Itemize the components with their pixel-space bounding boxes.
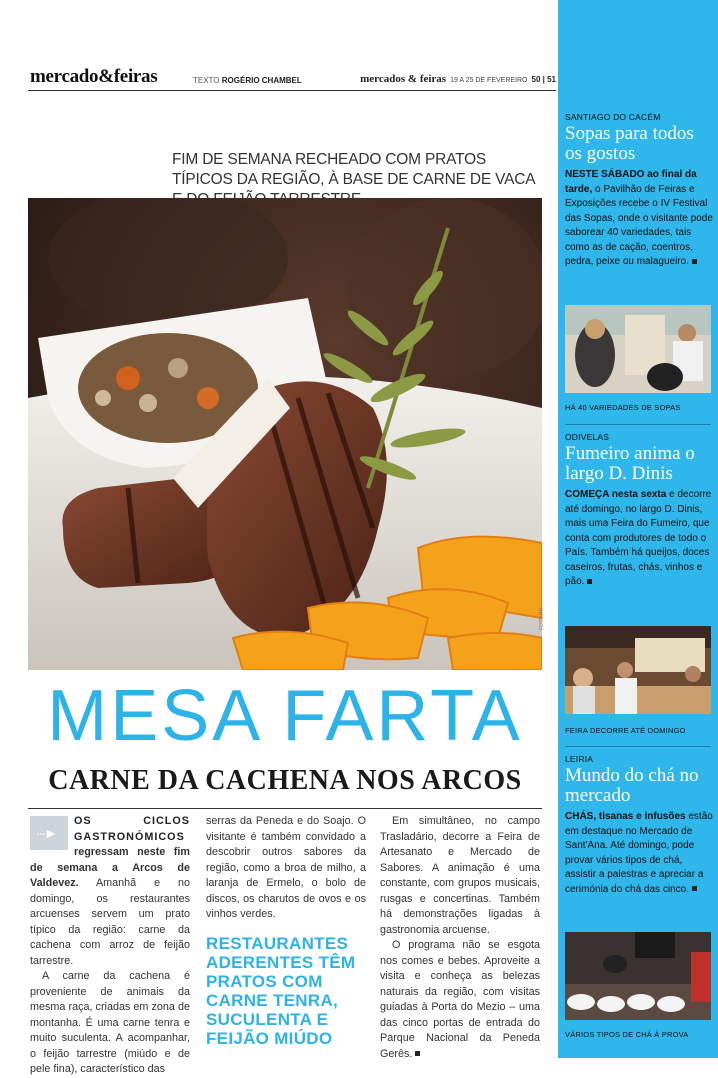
body-column-2: [206, 814, 366, 923]
folio-brand: mercados & feiras: [360, 73, 447, 85]
story-text: COMEÇA nesta sexta e decorre até domingo, no largo D. Dinis, mais uma Feira do Fumeiro, que conta com produtores de todo o País. Também há queijos, doces caseiros, frutas, chás, vinhos e pão.: [565, 489, 712, 587]
story-text: NESTE SÁBADO ao final da tarde, o Pavilhão de Feiras e Exposições recebe o IV Festival das Sopas, onde o visitante pode saborear 40 variedades, tais como as de cação, coentros, pedra, peixe ou malagueiro.: [565, 169, 713, 267]
sidebar: [558, 0, 718, 1058]
divider: [28, 808, 542, 809]
folio-pages: 50 | 51: [531, 75, 556, 84]
magazine-brand: mercado&feiras: [30, 66, 158, 87]
sidebar-story-3: [565, 754, 713, 897]
divider: [565, 424, 711, 425]
fair-photo: [565, 626, 711, 714]
paragraph: serras da Peneda e do Soajo. O visitante é também convidado a descobrir outros sabores da região, como a broa de milho, a laranja de Ermelo, o bolo de discos, os charutos de ovos e os vinhos verdes.: [206, 815, 366, 920]
paragraph: O programa não se esgota nos comes e bebes. Aproveite a visita e conheça as belezas naturais da região, com visitas guiadas à Porta do Mezio – uma das cinco portas de entrada do Parque Nacional da Peneda Gerês.: [380, 939, 540, 1060]
end-mark: [415, 1051, 420, 1056]
lead-rest: Amanhã e no domingo, os restaurantes arcuenses servem um prato típico da região: carne da cachena com arroz de feijão tarrestre.: [30, 877, 191, 967]
photo-caption: FEIRA DECORRE ATÉ DOMINGO: [565, 726, 686, 735]
article-subtitle: CARNE DA CACHENA NOS ARCOS: [48, 765, 522, 796]
lead-caps: OS CICLOS GASTRONÓMICOS: [74, 815, 190, 843]
pull-quote: RESTAURANTES ADERENTES TÊM PRATOS COM CARNE TENRA, SUCULENTA E FEIJÃO MIÚDO: [206, 934, 356, 1048]
paragraph: A carne da cachena é proveniente de animais da mesma raça, criadas em zona de montanha. É uma carne tenra e muito suculenta. A acompanhar, o feijão tarrestre (miúdo e de pele fina), característico das: [30, 970, 190, 1075]
story-title: Mundo do chá no mercado: [565, 765, 699, 806]
page-header: [28, 58, 556, 91]
sidebar-story-1: [565, 112, 713, 270]
photo-credit: FOTO DR: [539, 607, 545, 630]
body-column-3: [380, 814, 540, 1062]
byline: TEXTO ROGÉRIO CHAMBEL: [193, 76, 302, 85]
story-title: Fumeiro anima o largo D. Dinis: [565, 443, 695, 484]
article-title: MESA FARTA: [47, 676, 523, 756]
food-photo: [28, 198, 542, 670]
folio: [360, 73, 556, 85]
photo-caption: HÁ 40 VARIEDADES DE SOPAS: [565, 403, 681, 412]
story-kicker: LEIRIA: [565, 754, 594, 764]
tea-photo: [565, 932, 711, 1020]
story-text: CHÁS, tisanas e infusões estão em destaque no Mercado de Sant'Ana. Até domingo, pode provar vários tipos de chá, assistir a palestras e apreciar a cerimónia do chá das cinco.: [565, 811, 713, 895]
folio-date: 19 A 25 DE FEVEREIRO: [450, 77, 528, 84]
story-kicker: SANTIAGO DO CACÉM: [565, 112, 661, 122]
soup-photo: [565, 305, 711, 393]
story-title: Sopas para todos os gostos: [565, 123, 694, 164]
divider: [565, 746, 711, 747]
sidebar-story-2: [565, 432, 713, 590]
photo-caption: VÁRIOS TIPOS DE CHÁ À PROVA: [565, 1030, 689, 1039]
story-kicker: ODIVELAS: [565, 432, 610, 442]
article-subhead: FIM DE SEMANA RECHEADO COM PRATOS TÍPICOS DA REGIÃO, À BASE DE CARNE DE VACA: [172, 151, 535, 188]
paragraph: Em simultâneo, no campo Trasladário, decorre a Feira de Artesanato e Mercado de Sabores. A animação é uma constante, com grupos musicais, rusgas e concertinas. Também há demonstrações ligadas à gastronomia arcuense.: [380, 815, 540, 936]
body-column-1: [30, 814, 190, 1078]
lead-bold: regressam neste fim de semana a Arcos de Valdevez.: [30, 846, 190, 889]
arrow-icon: ···►: [30, 816, 68, 850]
